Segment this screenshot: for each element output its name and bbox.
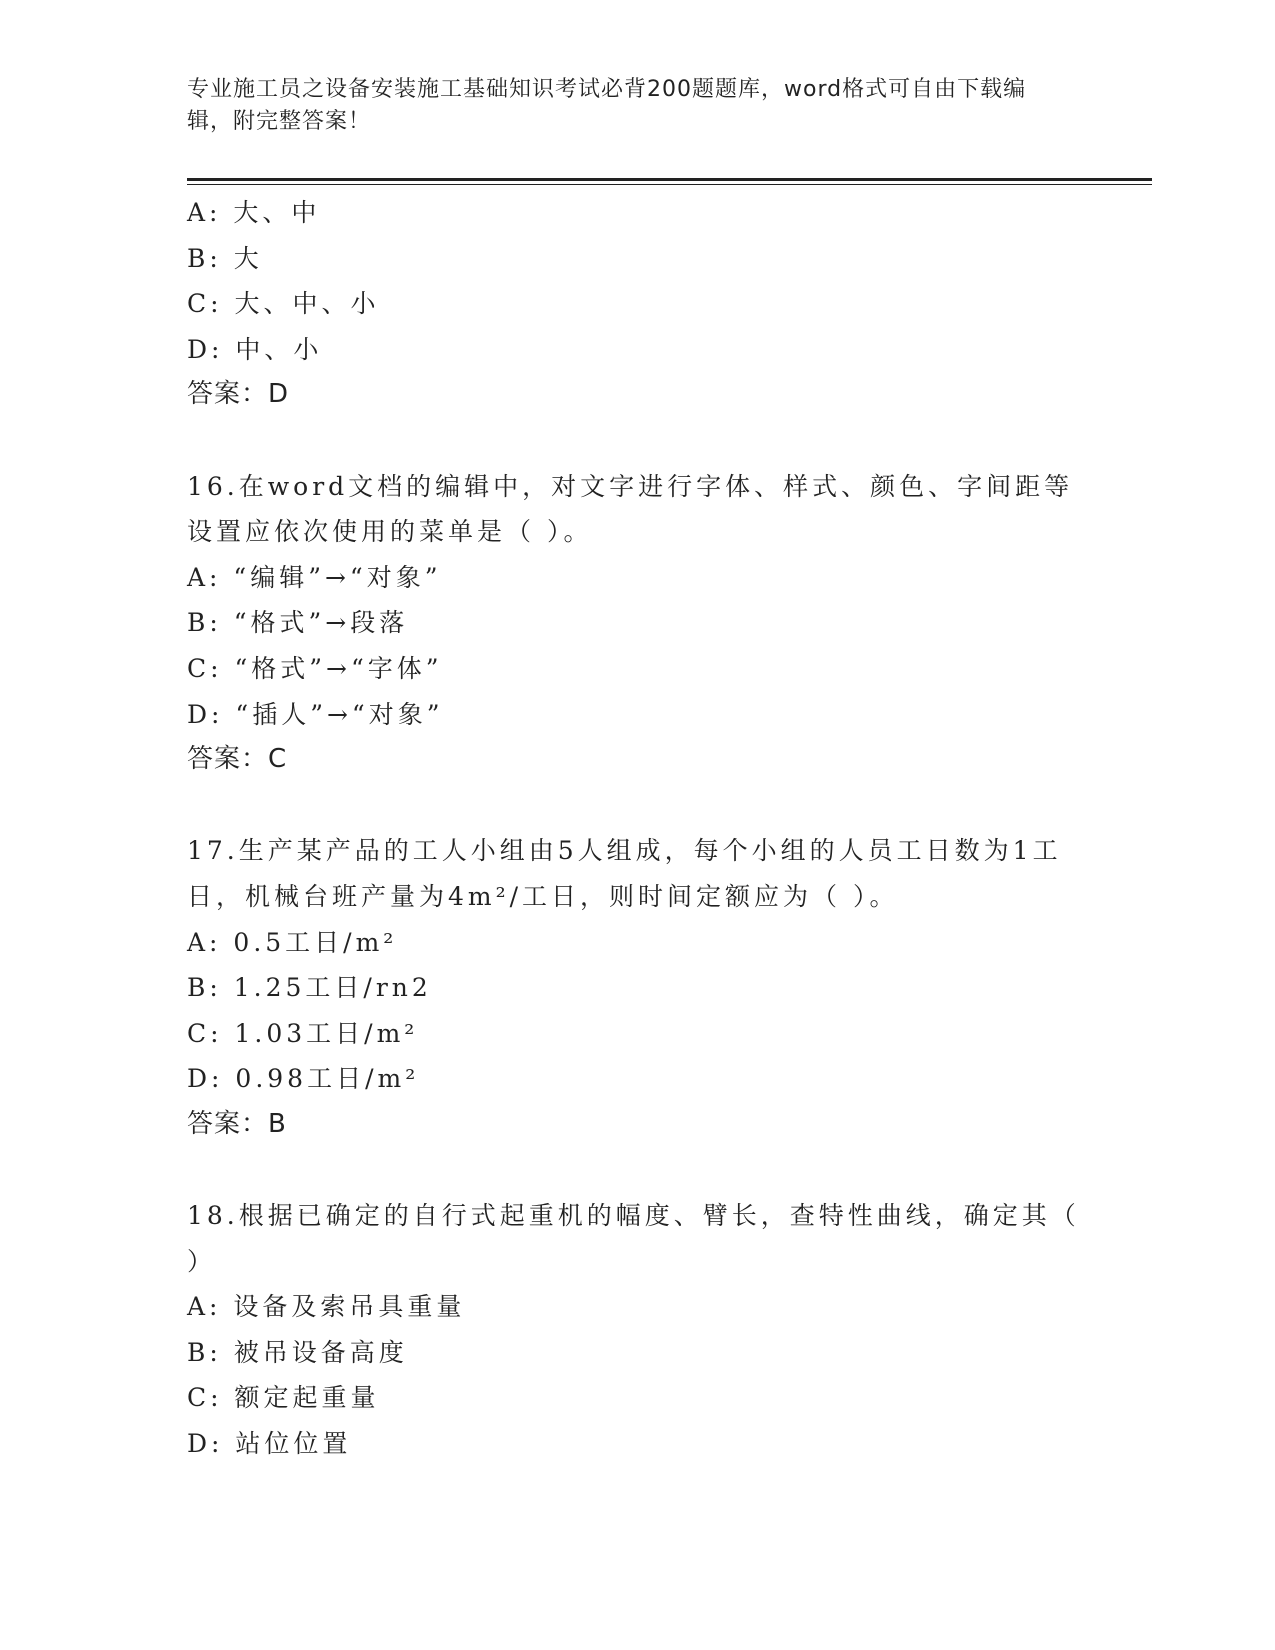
option-d: D: 0.98工日/m²	[187, 1064, 420, 1094]
question-18	[187, 1193, 1087, 1467]
option-a: A: 设备及索吊具重量	[187, 1292, 466, 1322]
question-stem-line: ）	[187, 1246, 217, 1276]
option-c: C: “格式”→“字体”	[187, 653, 443, 683]
option-a: A: 大、中	[187, 198, 321, 227]
spacer	[187, 1147, 1087, 1193]
option-b: B: “格式”→段落	[187, 608, 409, 638]
option-b: B: 大	[187, 243, 263, 273]
spacer	[187, 418, 1087, 464]
question-stem-line: 17.生产某产品的工人小组由5人组成，每个小组的人员工日数为1工	[187, 836, 1062, 866]
answer-line: 答案：B	[187, 1108, 287, 1139]
option-c: C: 1.03工日/m²	[187, 1018, 419, 1048]
option-b: B: 1.25工日/rn2	[187, 973, 432, 1003]
question-stem-line: 日，机械台班产量为4m²/工日，则时间定额应为（ ）。	[187, 881, 899, 911]
option-d: D: 中、小	[187, 334, 323, 364]
question-content	[187, 190, 1087, 1467]
answer-line: 答案：C	[187, 744, 288, 775]
option-d: D: 站位位置	[187, 1429, 352, 1459]
question-16	[187, 464, 1087, 783]
answer-line: 答案：D	[187, 379, 290, 410]
spacer	[187, 783, 1087, 829]
option-b: B: 被吊设备高度	[187, 1337, 408, 1367]
option-c: C: 大、中、小	[187, 289, 380, 319]
option-d: D: “插人”→“对象”	[187, 699, 444, 729]
question-17	[187, 828, 1087, 1147]
option-c: C: 额定起重量	[187, 1383, 380, 1413]
question-stem-line: 设置应依次使用的菜单是（ ）。	[187, 517, 593, 547]
question-stem-line: 18.根据已确定的自行式起重机的幅度、臂长，查特性曲线，确定其（	[187, 1201, 1080, 1231]
header-rule-thin	[187, 184, 1152, 185]
header-rule-thick	[187, 178, 1152, 181]
question-15-continuation	[187, 190, 1087, 418]
question-stem-line: 16.在word文档的编辑中，对文字进行字体、样式、颜色、字间距等	[187, 471, 1074, 501]
option-a: A: 0.5工日/m²	[187, 927, 398, 957]
document-header: 专业施工员之设备安装施工基础知识考试必背200题题库，word格式可自由下载编辑，附完整答案！	[187, 77, 1027, 134]
option-a: A: “编辑”→“对象”	[187, 562, 442, 592]
